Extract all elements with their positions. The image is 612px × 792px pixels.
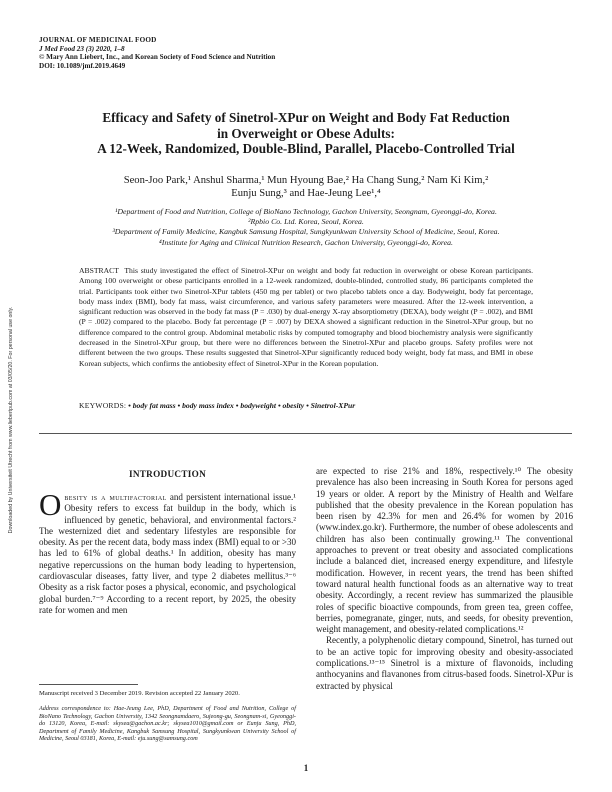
authors-line-1: Seon-Joo Park,¹ Anshul Sharma,¹ Mun Hyoung Bae,² Ha Chang Sung,² Nam Ki Kim,² bbox=[123, 175, 489, 186]
left-column bbox=[39, 487, 296, 616]
affiliation-4: ⁴Institute for Aging and Clinical Nutrition Research, Gachon University, Gyeonggi-do, Korea. bbox=[159, 237, 453, 247]
title-line-2: in Overweight or Obese Adults: bbox=[217, 125, 395, 141]
journal-name: JOURNAL OF MEDICINAL FOOD bbox=[39, 36, 157, 44]
authors-line-2: Eunju Sung,³ and Hae-Jeung Lee¹,⁴ bbox=[231, 188, 381, 199]
copyright-line: © Mary Ann Liebert, Inc., and Korean Society of Food Science and Nutrition bbox=[39, 53, 276, 62]
doi-line: DOI: 10.1089/jmf.2019.4649 bbox=[39, 61, 126, 70]
drop-cap: O bbox=[39, 487, 62, 522]
title-line-1: Efficacy and Safety of Sinetrol-XPur on Weight and Body Fat Reduction bbox=[102, 110, 510, 125]
introduction-heading: INTRODUCTION bbox=[128, 469, 207, 479]
intro-paragraph-1 bbox=[39, 487, 296, 616]
footnote-divider bbox=[39, 684, 138, 685]
affiliation-1: ¹Department of Food and Nutrition, College of BioNano Technology, Gachon University, Seongnam, Gyeonggi-do, Korea. bbox=[115, 207, 497, 216]
keywords-list: • body fat mass • body mass index • bodyweight • obesity • Sinetrol-XPur bbox=[128, 401, 356, 410]
received-note: Manuscript received 3 December 2019. Revision accepted 22 January 2020. bbox=[39, 690, 240, 697]
keywords bbox=[79, 401, 533, 411]
download-note: Downloaded by Universiteit Utrecht from www.liebertpub.com at 03/05/20. For personal use only. bbox=[8, 306, 14, 534]
title-line-3: A 12-Week, Randomized, Double-Blind, Parallel, Placebo-Controlled Trial bbox=[97, 141, 515, 157]
journal-header bbox=[39, 36, 275, 70]
journal-citation: J Med Food 23 (3) 2020, 1–8 bbox=[39, 44, 125, 53]
right-paragraph-1: are expected to rise 21% and 18%, respectively.¹⁰ The obesity prevalence has also been increasing in South Korea for persons aged 19 years or older. A report by the Ministry of Health and Welfare published that the obesity prevalence in the Korean population has been risen by 42.3% for men and 26.4% for women by 2016 (www.index.go.kr). Furthermore, the number of obese adolescents and children has also been continually growing.¹¹ The conventional approaches to prevent or treat obesity and associated complications include a balanced diet, increased energy expenditure, and lifestyle modification. However, in recent years, the trend has been shifted toward natural health functional foods as an alternative way to treat obesity. Accordingly, a recent review has summarized the plausible roles of specific bioactive compounds, from green tea, green coffee, berries, pomegranate, ginger, nuts, and seeds, for obesity prevention, weight management, and obesity-related complications.¹² bbox=[316, 466, 573, 635]
intro-paragraph-1-text: and persistent international issue.¹ Obesity refers to excess fat buildup in the body, which is influenced by genetic, behavioral, and environmental factors.² The westernized diet and sedentary lifestyles are responsible for obesity. As per the recent data, body mass index (BMI) equal to or >30 has led to 61% of global deaths.¹ In addition, obesity has many negative repercussions on the human body leading to hypertension, cardiovascular diseases, fatty liver, and type 2 diabetes mellitus.³⁻⁶ Obesity as a risk factor poses a physical, economic, and psychological global burden.⁷⁻⁹ According to a recent report, by 2025, the obesity rate for women and men bbox=[39, 492, 296, 615]
download-sidebar bbox=[6, 265, 18, 575]
right-paragraph-2: Recently, a polyphenolic dietary compound, Sinetrol, has turned out to be an active topic for improving obesity and obesity-associated complications.¹³⁻¹⁵ Sinetrol is a mixture of flavonoids, including anthocyanins and flavanones from citrus-based foods. Sinetrol-XPur is extracted by physical bbox=[316, 635, 573, 691]
article-title bbox=[60, 110, 552, 157]
keywords-label: KEYWORDS: bbox=[79, 401, 127, 410]
abstract bbox=[79, 266, 533, 369]
affiliation-2: ²Rpbio Co. Ltd. Korea, Seoul, Korea. bbox=[248, 217, 364, 227]
author-list bbox=[60, 174, 552, 200]
affiliations bbox=[40, 207, 572, 248]
section-divider bbox=[39, 433, 572, 434]
page-number: 1 bbox=[303, 763, 309, 773]
right-column bbox=[316, 466, 573, 692]
correspondence-note: Address correspondence to: Hae-Jeung Lee, PhD, Department of Food and Nutrition, College of BioNano Technology, Gachon University, 1342 Seongnamdaero, Sujeong-gu, Seongnam-si, Gyeonggi-do 13120, Korea, E-mail: skysea@gachon.ac.kr; skysea1010@gmail.com or Eunju Sung, PhD, Department of Family Medicine, Kangbuk Samsung Hospital, Sungkyunkwan University School of Medicine, Seoul 03181, Korea, E-mail: eju.sung@samsung.com bbox=[39, 705, 296, 743]
lead-small-caps: besity is a multifactorial bbox=[64, 492, 167, 502]
affiliation-3: ³Department of Family Medicine, Kangbuk Samsung Hospital, Sungkyunkwan University School of Medicine, Seoul, Korea. bbox=[112, 227, 500, 237]
abstract-label: ABSTRACT bbox=[79, 266, 119, 275]
abstract-text: This study investigated the effect of Sinetrol-XPur on weight and body fat reduction in overweight or obese Korean participants. Among 100 overweight or obese participants enrolled in a 12-week randomized, double-blinded, controlled study, 86 participants completed the trial. Participants took either two Sinetrol-XPur tablets (450 mg per tablet) or two placebo tablets once a day. Bodyweight, body fat percentage, body mass index (BMI), body fat mass, waist circumference, and various safety parameters were measured. After the 12-week intervention, a significant reduction was observed in the body fat mass (P = .030) by dual-energy X-ray absorptiometry (DEXA), body weight (P = .002), and BMI (P = .002) compared to the placebo. Body fat percentage (P = .007) by DEXA showed a significant reduction in the Sinetrol-XPur group, but no difference compared to the control group. Abdominal metabolic risks by computed tomography and blood biochemistry analysis were significantly decreased in the Sinetrol-XPur group, but there were no differences between the Sinetrol-XPur and placebo groups. Safety profiles were not different between the two groups. These results suggested that Sinetrol-XPur significantly reduced body weight, body fat mass, and BMI in obese Korean subjects, which confirms the antiobesity effect of Sinetrol-XPur in the Korean population. bbox=[79, 266, 533, 368]
